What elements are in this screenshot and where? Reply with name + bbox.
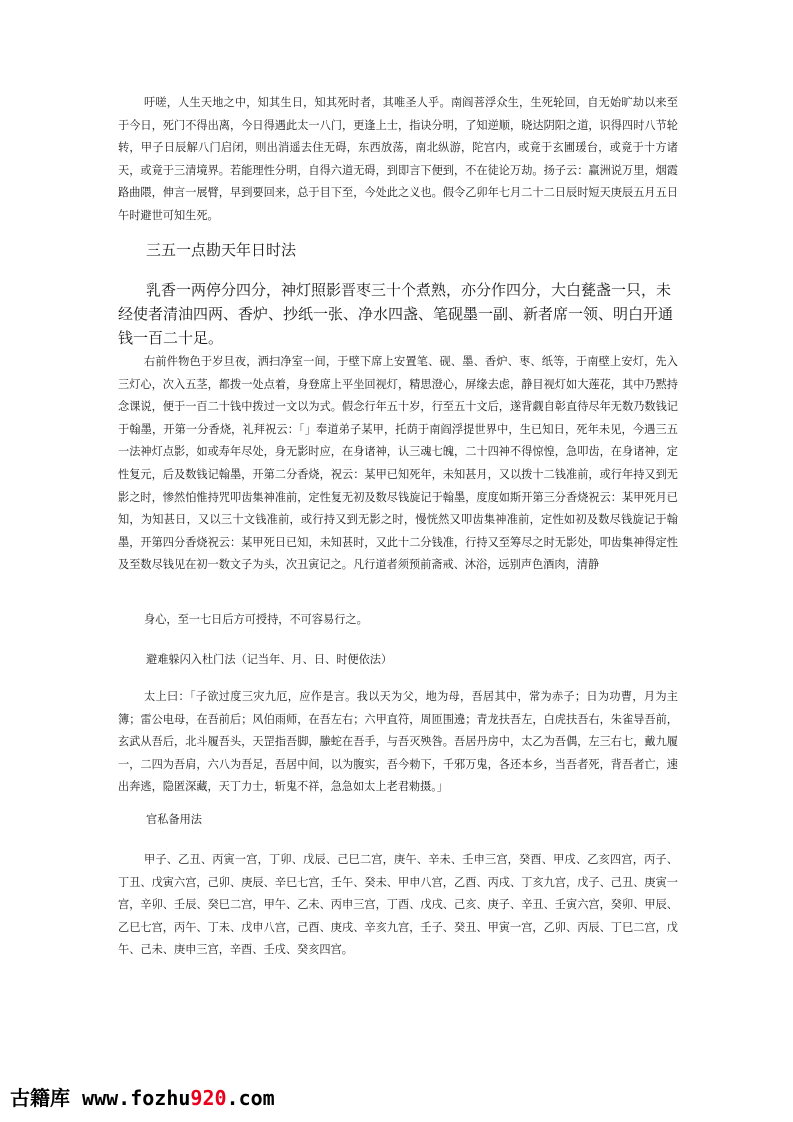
footer-url[interactable] — [82, 1086, 275, 1110]
materials-list: 乳香一两停分四分，神灯照影晋枣三十个煮熟，亦分作四分，大白甆盏一只，未经使者清油四两、香炉、抄纸一张、净水四盏、笔砚墨一副、新者席一领、明白开通钱一百二十足。 — [118, 281, 674, 347]
footer-url-suffix: .com — [226, 1086, 275, 1110]
site-footer — [10, 1085, 275, 1111]
heading-escape-method: 避难躲闪入杜门法（记当年、月、日、时便依法） — [146, 653, 393, 666]
paragraph-procedure-end: 身心，至一七日后方可授持，不可容易行之。 — [144, 613, 368, 626]
paragraph-incantation: 太上曰：「子欲过度三灾九厄，应作是言。我以天为父，地为母，吾居其中，常为赤子；日为功曹，月为主簿；雷公电母，在吾前后；风伯雨师，在吾左右；六甲直符，周匝围遶；青龙扶吾左，白虎扶吾右，朱雀导吾前，玄武从吾后，北斗履吾头，天罡指吾脚，螣蛇在吾手，与吾灭殃咎。吾居丹房中，太乙为吾偶，左三右七，戴九履一，二四为吾肩，六八为吾足，吾居中间，以为腹实，吾今勑下，千邪万鬼，各还本乡，当吾者死，背吾者亡，速出奔逃，隐匿深藏，天丁力士，斩鬼不祥，急急如太上老君勑摄。」 — [118, 690, 678, 794]
paragraph-palace-list: 甲子、乙丑、丙寅一宫，丁卯、戊辰、己巳二宫，庚午、辛未、壬申三宫，癸酉、甲戌、乙亥四宫，丙子、丁丑、戊寅六宫，己卯、庚辰、辛巳七宫，壬午、癸未、甲申八宫，乙酉、丙戌、丁亥九宫，戊子、己丑、庚寅一宫，辛卯、壬辰、癸巳二宫，甲午、乙未、丙申三宫，丁酉、戊戌、己亥、庚子、辛丑、壬寅六宫，癸卯、甲辰、乙巳七宫，丙午、丁未、戊申八宫，己酉、庚戌、辛亥九宫，壬子、癸丑、甲寅一宫，乙卯、丙辰、丁巳二宫，戊午、己未、庚申三宫，辛酉、壬戌、癸亥四宫。 — [118, 853, 678, 957]
footer-site-name: 古籍库 — [10, 1086, 70, 1110]
heading-official-method: 官私备用法 — [146, 813, 202, 826]
footer-url-number: 920 — [190, 1086, 227, 1110]
paragraph-intro: 吁嗟，人生天地之中，知其生日，知其死时者，其唯圣人乎。南阎菩浮众生，生死轮回，自无始旷劫以来至于今日，死门不得出离，今日得遇此太一八门，更逢上士，指诀分明，了知逆顺，晓达阴阳之道，识得四时八节轮转，甲子日辰解八门启闭，则出消遥去住无碍，东西放荡，南北纵游，陀宫内，或竟于玄圃瑗台，或竟于十方诸天，或竟于三清境界。若能理性分明，自得六道无碍，到即言下便到，不在徒论万劫。扬子云：赢洲说万里，烟霞路曲隈，伸言一展臂，早到要回来，总于目下至，今处此之义也。假令乙卯年七月二十二日辰时短天庚辰五月五日午时避世可知生死。 — [118, 96, 678, 222]
paragraph-procedure: 右前件物色于岁旦夜，洒扫净室一间，于壁下席上安置笔、砚、墨、香炉、枣、纸等，于南壁上安灯，先入三灯心，次入五茎，都拨一处点着，身登席上平坐回视灯，精思澄心，屏缘去虑，静目视灯如大莲花，其中乃黙持念课说，便于一百二十钱中拨过一文以为式。假念行年五十岁，行至五十文后，遂背觑自彰直待尽年无数乃数钱记于翰墨，开第一分香烧，礼拜祝云：「」奉道弟子某甲，托荫于南阎浮提世界中，生已知日，死年未见，今遇三五一法神灯点影，如或寿年尽处，身无影时应，在身诸神，认三魂七魄，二十四神不得惊惶，急叩齿，在身诸神，定性复元，后及数钱记翰墨，开第二分香烧，祝云：某甲已知死年，未知甚月，又以拨十二钱准前，或行年持又到无影之时，惨然怕惟持咒叩齿集神准前，定性复无初及数尽钱旋记于翰墨，度度如斯开第三分香烧祝云：某甲死月已知，为知甚日，又以三十文钱准前，或行持又到无影之时，慢恍然又叩齿集神准前，定性如初及数尽钱旋记于翰墨，开第四分香烧祝云：某甲死日已知，未知甚时，又此十二分钱准，行持又至筹尽之时无影处，叩齿集神得定性及至数尽钱见在初一数文子为头，次丑寅记之。凡行道者须预前斋戒、沐浴，远别声色酒肉，清静 — [118, 355, 678, 572]
footer-url-prefix: www.fozhu — [82, 1086, 191, 1110]
section-title: 三五一点勘天年日时法 — [146, 241, 297, 259]
